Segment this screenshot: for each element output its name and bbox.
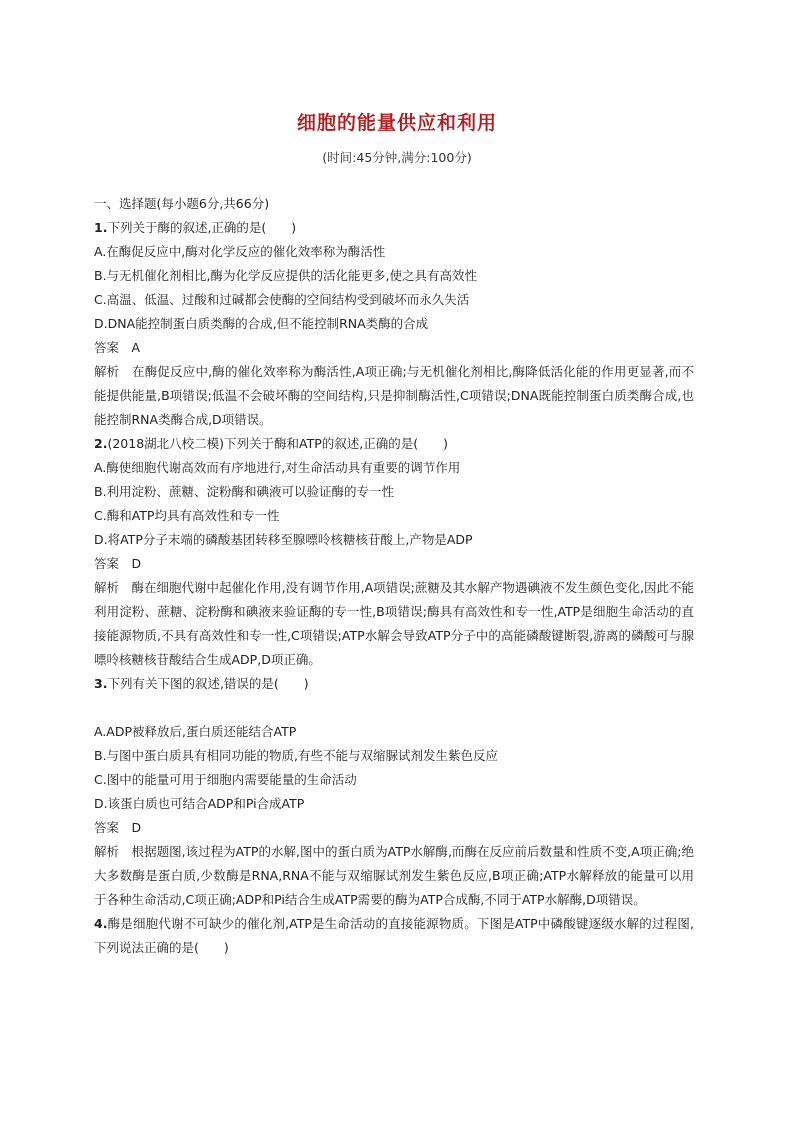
exam-info: (时间:45分钟,满分:100分) xyxy=(322,150,472,165)
question-text: 下列有关下图的叙述,错误的是( ) xyxy=(107,676,309,691)
question-stem xyxy=(94,432,694,456)
option: C.酶和ATP均具有高效性和专一性 xyxy=(94,508,280,523)
option: D.将ATP分子末端的磷酸基团转移至腺嘌呤核糖核苷酸上,产物是ADP xyxy=(94,532,473,547)
question-stem xyxy=(94,912,694,960)
analysis: 解析 酶在细胞代谢中起催化作用,没有调节作用,A项错误;蔗糖及其水解产物遇碘液不发生颜色变化,因此不能利用淀粉、蔗糖、淀粉酶和碘液来验证酶的专一性,B项错误;酶具有高效性和专一性,ATP是细胞生命活动的直接能源物质,不具有高效性和专一性,C项错误;ATP水解会导致ATP分子中的高能磷酸键断裂,游离的磷酸可与腺嘌呤核糖核苷酸结合生成ADP,D项正确。 xyxy=(94,580,694,667)
question-stem xyxy=(94,216,694,240)
option: C.高温、低温、过酸和过碱都会使酶的空间结构受到破坏而永久失活 xyxy=(94,292,470,307)
question-stem xyxy=(94,672,694,696)
section-heading: 一、选择题(每小题6分,共66分) xyxy=(94,196,270,211)
question-number: 4. xyxy=(94,916,108,931)
question-text: 酶是细胞代谢不可缺少的催化剂,ATP是生命活动的直接能源物质。下图是ATP中磷酸键逐级水解的过程图,下列说法正确的是( ) xyxy=(94,916,694,955)
document-body xyxy=(94,192,694,960)
question-text: 下列关于酶的叙述,正确的是( ) xyxy=(107,220,297,235)
option: A.酶使细胞代谢高效而有序地进行,对生命活动具有重要的调节作用 xyxy=(94,460,461,475)
option: A.ADP被释放后,蛋白质还能结合ATP xyxy=(94,724,297,739)
question-number: 3. xyxy=(94,676,108,691)
page-title: 细胞的能量供应和利用 xyxy=(296,112,497,134)
analysis: 解析 根据题图,该过程为ATP的水解,图中的蛋白质为ATP水解酶,而酶在反应前后数量和性质不变,A项正确;绝大多数酶是蛋白质,少数酶是RNA,RNA不能与双缩脲试剂发生紫色反应,B项正确;ATP水解释放的能量可以用于各种生命活动,C项正确;ADP和Pi结合生成ATP需要的酶为ATP合成酶,不同于ATP水解酶,D项错误。 xyxy=(94,844,694,907)
figure-placeholder xyxy=(94,696,694,720)
analysis: 解析 在酶促反应中,酶的催化效率称为酶活性,A项正确;与无机催化剂相比,酶降低活化能的作用更显著,而不能提供能量,B项错误;低温不会破坏酶的空间结构,只是抑制酶活性,C项错误;DNA既能控制蛋白质类酶合成,也能控制RNA类酶合成,D项错误。 xyxy=(94,364,694,427)
question-number: 1. xyxy=(94,220,108,235)
option: B.利用淀粉、蔗糖、淀粉酶和碘液可以验证酶的专一性 xyxy=(94,484,395,499)
answer: 答案 D xyxy=(94,820,142,835)
option: B.与图中蛋白质具有相同功能的物质,有些不能与双缩脲试剂发生紫色反应 xyxy=(94,748,499,763)
answer: 答案 D xyxy=(94,556,142,571)
option: D.该蛋白质也可结合ADP和Pi合成ATP xyxy=(94,796,305,811)
option: C.图中的能量可用于细胞内需要能量的生命活动 xyxy=(94,772,357,787)
question-number: 2. xyxy=(94,436,108,451)
option: A.在酶促反应中,酶对化学反应的催化效率称为酶活性 xyxy=(94,244,386,259)
option: D.DNA能控制蛋白质类酶的合成,但不能控制RNA类酶的合成 xyxy=(94,316,429,331)
option: B.与无机催化剂相比,酶为化学反应提供的活化能更多,使之具有高效性 xyxy=(94,268,477,283)
answer: 答案 A xyxy=(94,340,141,355)
question-text: (2018湖北八校二模)下列关于酶和ATP的叙述,正确的是( ) xyxy=(107,436,448,451)
